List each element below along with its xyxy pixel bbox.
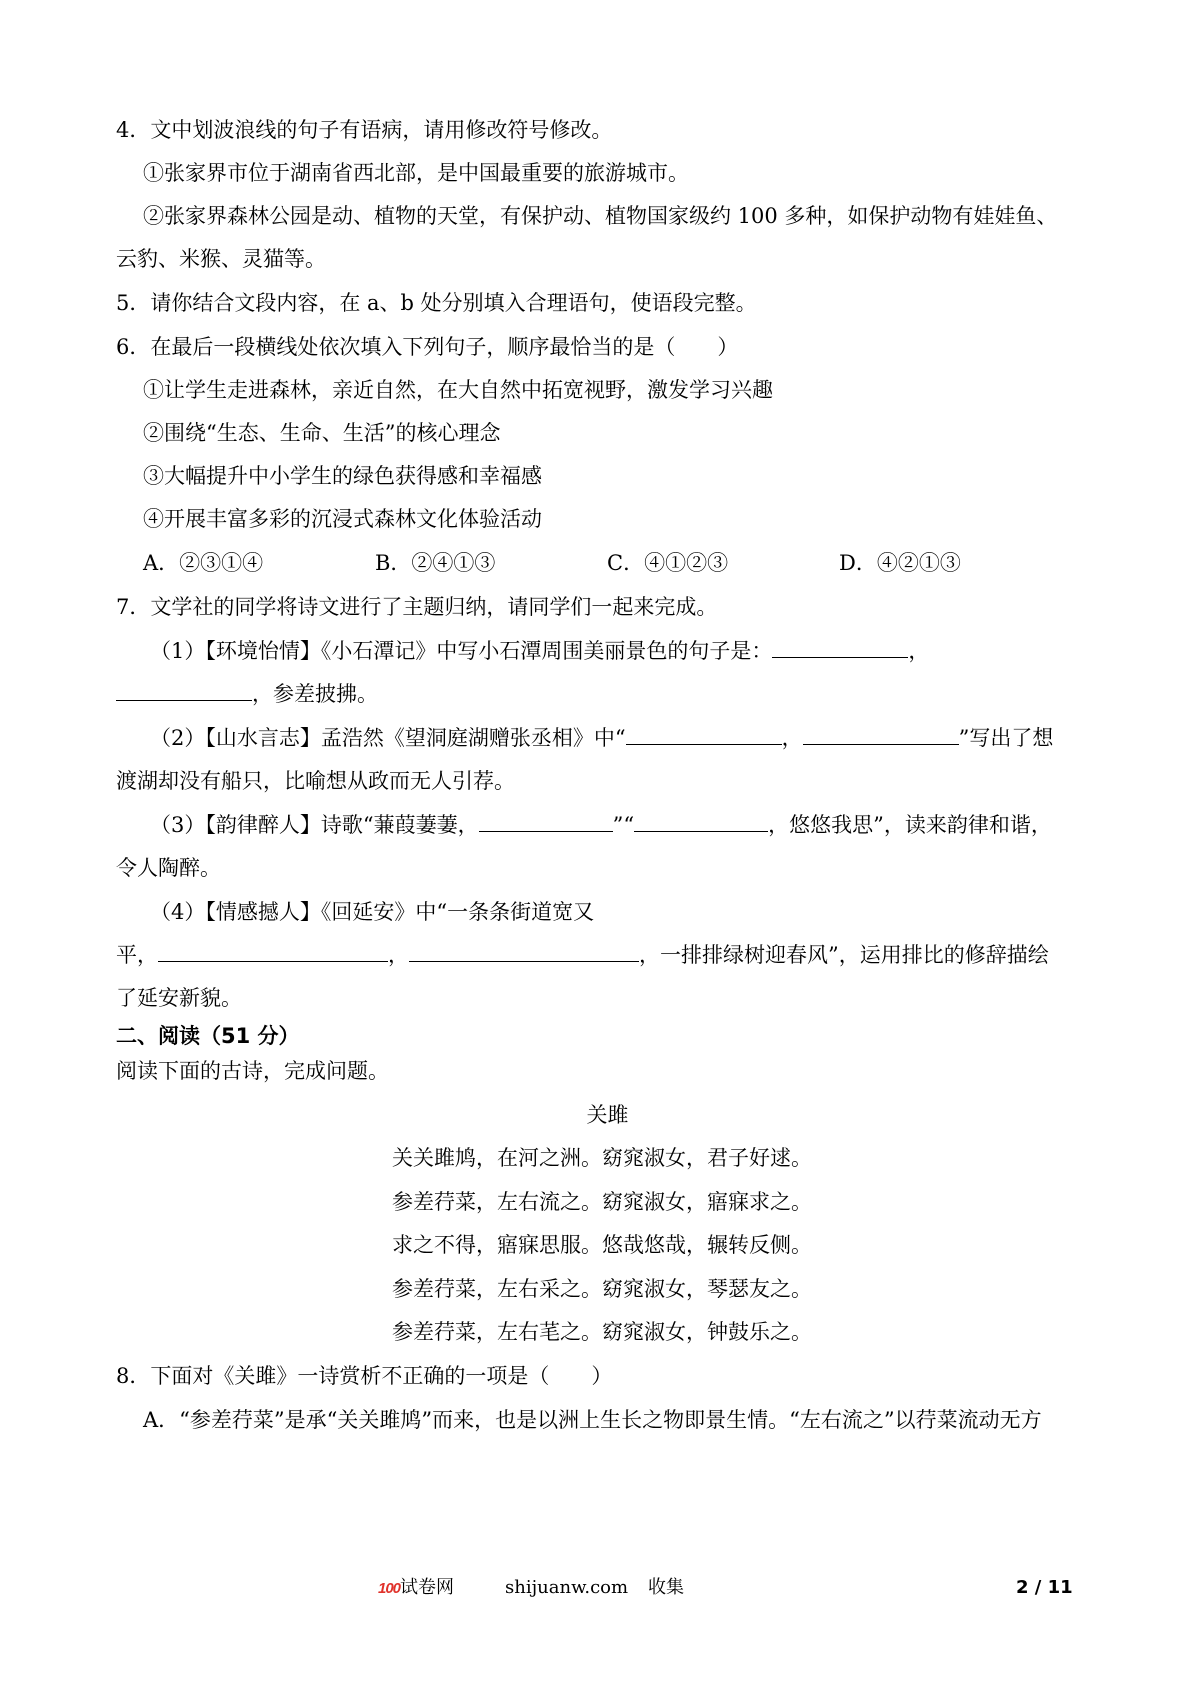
q8-stem: 8．下面对《关雎》一诗赏析不正确的一项是（ ） <box>116 1364 613 1388</box>
q7-p4-tail: ，一排排绿树迎春风”，运用排比的修辞描绘 <box>639 943 1049 967</box>
q7-p2-tail: ”写出了想 <box>958 726 1054 750</box>
q6-stem: 6．在最后一段横线处依次填入下列句子，顺序最恰当的是（ ） <box>116 335 739 359</box>
poem-line-1: 关关雎鸠，在河之洲。窈窕淑女，君子好逑。 <box>392 1146 812 1170</box>
answer-blank[interactable] <box>626 724 782 745</box>
q4-sentence-2-cont: 云豹、米猴、灵猫等。 <box>116 247 326 271</box>
footer-domain: shijuanw.com <box>505 1577 629 1598</box>
q7-p3-tail: ，悠悠我思”，读来韵律和谐， <box>768 813 1052 837</box>
q7-part-3 <box>150 811 1052 839</box>
q6-item-1: ①让学生走进森林，亲近自然，在大自然中拓宽视野，激发学习兴趣 <box>143 378 773 402</box>
site-name: 试卷网 <box>400 1577 455 1598</box>
q6-option-d[interactable]: D．④②①③ <box>839 551 961 575</box>
q4-sentence-1: ①张家界市位于湖南省西北部，是中国最重要的旅游城市。 <box>143 161 689 185</box>
answer-blank[interactable] <box>479 811 613 832</box>
q4-stem: 4．文中划波浪线的句子有语病，请用修改符号修改。 <box>116 118 613 142</box>
q7-p3-quote: ”“ <box>612 813 635 837</box>
section-2-intro: 阅读下面的古诗，完成问题。 <box>116 1059 389 1083</box>
q4-sentence-2: ②张家界森林公园是动、植物的天堂，有保护动、植物国家级约 100 多种，如保护动物有娃娃鱼、 <box>143 204 1058 228</box>
answer-blank[interactable] <box>158 941 388 962</box>
q6-item-3: ③大幅提升中小学生的绿色获得感和幸福感 <box>143 464 542 488</box>
q7-part-1-cont <box>116 680 378 708</box>
answer-blank[interactable] <box>772 637 908 658</box>
q7-p1-tail: ，参差披拂。 <box>252 682 378 706</box>
section-2-title: 二、阅读（51 分） <box>116 1024 300 1048</box>
poem-line-5: 参差荇菜，左右芼之。窈窕淑女，钟鼓乐之。 <box>392 1320 812 1344</box>
q7-p2-comma: ， <box>781 726 803 750</box>
q8-option-a[interactable]: A．“参差荇菜”是承“关关雎鸠”而来，也是以洲上生长之物即景生情。“左右流之”以荇菜流动无方 <box>143 1408 1042 1432</box>
q7-part-2 <box>150 724 1053 752</box>
q6-option-a[interactable]: A．②③①④ <box>143 551 264 575</box>
q7-p1-comma: ， <box>908 639 930 663</box>
poem-line-3: 求之不得，寤寐思服。悠哉悠哉，辗转反侧。 <box>392 1233 812 1257</box>
answer-blank[interactable] <box>634 811 768 832</box>
footer-logo <box>378 1574 454 1602</box>
q7-p2-text: （2）【山水言志】孟浩然《望洞庭湖赠张丞相》中“ <box>150 726 626 750</box>
q7-p3-text: （3）【韵律醉人】诗歌“蒹葭萋萋， <box>150 813 479 837</box>
page-number: 2 / 11 <box>1016 1577 1073 1598</box>
q6-option-c[interactable]: C．④①②③ <box>607 551 729 575</box>
q6-item-2: ②围绕“生态、生命、生活”的核心理念 <box>143 421 501 445</box>
q7-part-2-cont: 渡湖却没有船只，比喻想从政而无人引荐。 <box>116 769 515 793</box>
q7-p1-text: （1）【环境怡情】《小石潭记》中写小石潭周围美丽景色的句子是： <box>150 639 773 663</box>
answer-blank[interactable] <box>116 680 252 701</box>
q6-item-4: ④开展丰富多彩的沉浸式森林文化体验活动 <box>143 507 542 531</box>
q5-stem: 5．请你结合文段内容，在 a、b 处分别填入合理语句，使语段完整。 <box>116 291 757 315</box>
poem-line-4: 参差荇菜，左右采之。窈窕淑女，琴瑟友之。 <box>392 1277 812 1301</box>
q7-p4-text: 平， <box>116 943 158 967</box>
answer-blank[interactable] <box>803 724 959 745</box>
q7-part-4: （4）【情感撼人】《回延安》中“一条条街道宽又 <box>150 900 595 924</box>
q7-part-4-cont <box>116 941 1049 969</box>
poem-title: 关雎 <box>586 1103 629 1127</box>
q7-p4-comma: ， <box>388 943 409 967</box>
site-logo-icon: 100 <box>378 1580 401 1597</box>
poem-line-2: 参差荇菜，左右流之。窈窕淑女，寤寐求之。 <box>392 1190 812 1214</box>
q6-option-b[interactable]: B．②④①③ <box>375 551 496 575</box>
q7-part-1 <box>150 637 929 665</box>
footer-collect: 收集 <box>648 1577 684 1598</box>
answer-blank[interactable] <box>409 941 639 962</box>
q7-part-4-end: 了延安新貌。 <box>116 986 242 1010</box>
q7-stem: 7．文学社的同学将诗文进行了主题归纳，请同学们一起来完成。 <box>116 595 718 619</box>
q7-part-3-cont: 令人陶醉。 <box>116 856 221 880</box>
